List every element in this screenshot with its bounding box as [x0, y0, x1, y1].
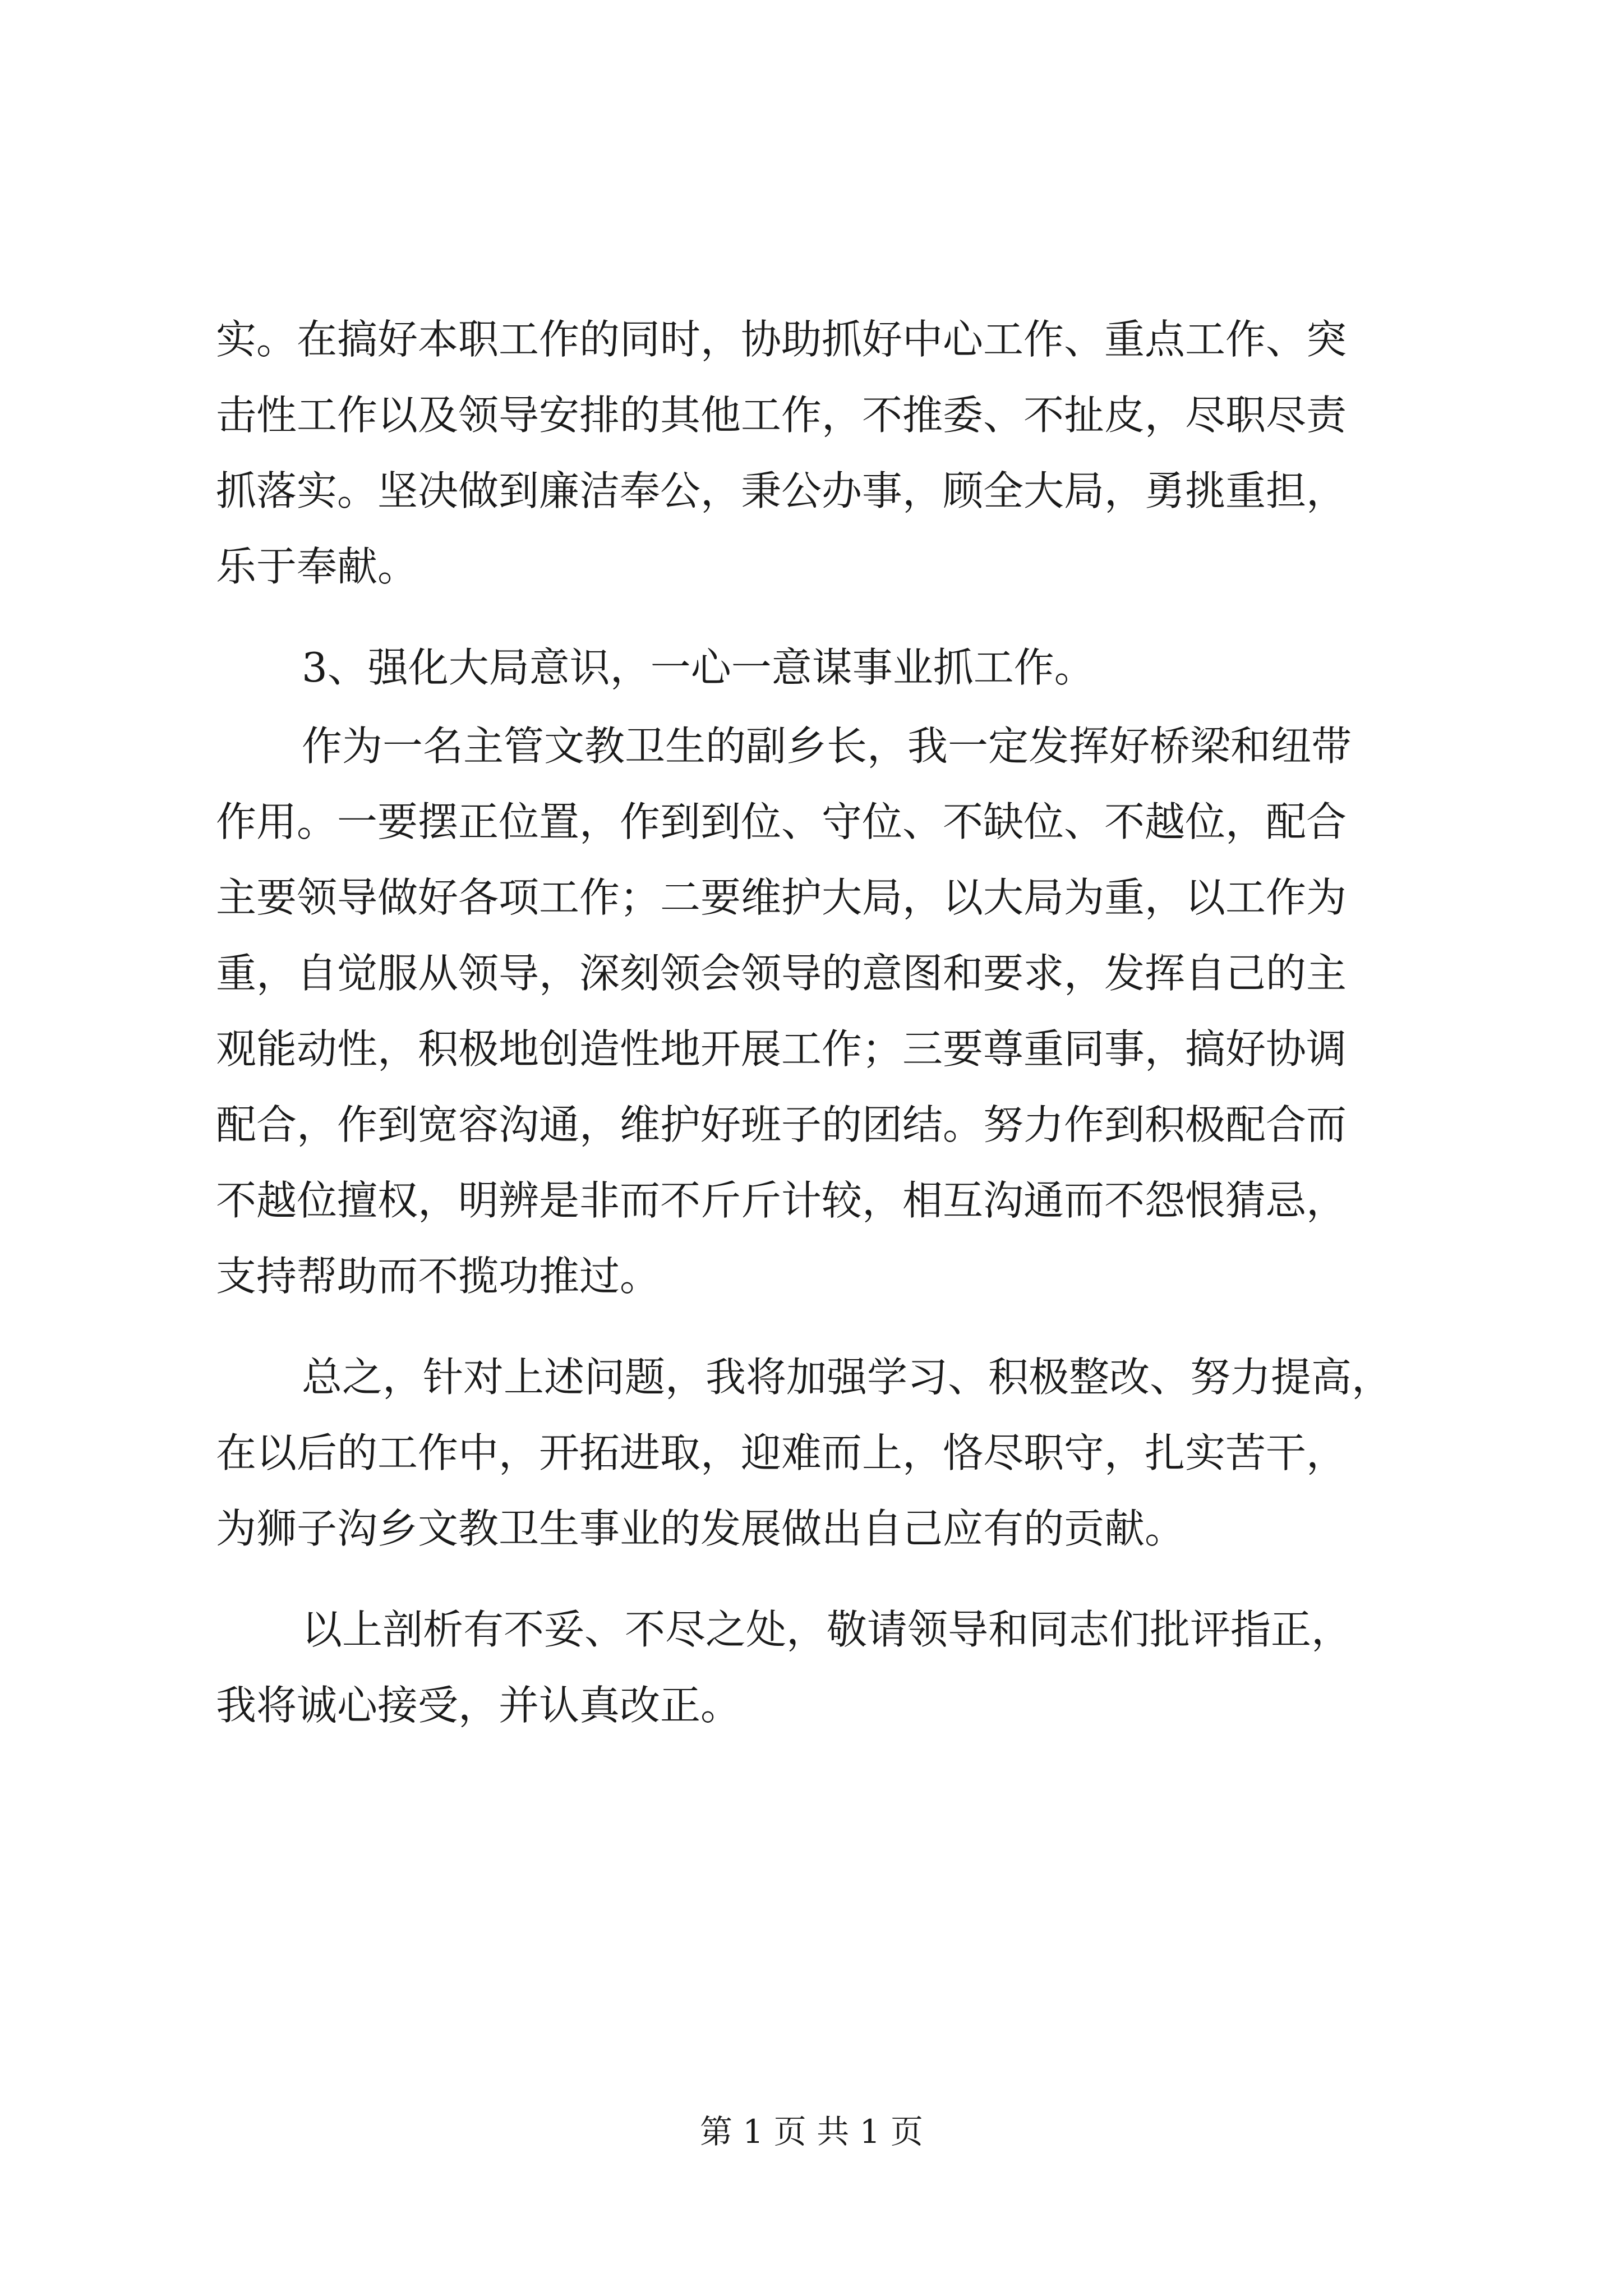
paragraph-line: 在以后的工作中，开拓进取，迎难而上，恪尽职守，扎实苦干， — [216, 1429, 1347, 1476]
section-heading: 3、强化大局意识，一心一意谋事业抓工作。 — [302, 644, 1095, 691]
paragraph-line: 乐于奉献。 — [216, 543, 418, 590]
paragraph-line: 作为一名主管文教卫生的副乡长，我一定发挥好桥梁和纽带 — [302, 723, 1352, 770]
paragraph-line: 实。在搞好本职工作的同时，协助抓好中心工作、重点工作、突 — [216, 316, 1347, 363]
paragraph-line: 为狮子沟乡文教卫生事业的发展做出自己应有的贡献。 — [216, 1505, 1186, 1552]
paragraph-line: 不越位擅权，明辨是非而不斤斤计较，相互沟通而不怨恨猜忌， — [216, 1177, 1347, 1224]
paragraph-line: 以上剖析有不妥、不尽之处，敬请领导和同志们批评指正， — [302, 1606, 1352, 1653]
paragraph-line: 配合，作到宽容沟通，维护好班子的团结。努力作到积极配合而 — [216, 1101, 1347, 1148]
paragraph-line: 观能动性，积极地创造性地开展工作；三要尊重同事，搞好协调 — [216, 1025, 1347, 1073]
paragraph-line: 主要领导做好各项工作；二要维护大局，以大局为重，以工作为 — [216, 874, 1347, 921]
paragraph-line: 击性工作以及领导安排的其他工作，不推委、不扯皮，尽职尽责 — [216, 392, 1347, 439]
page-footer: 第 1 页 共 1 页 — [700, 2113, 923, 2151]
paragraph-line: 总之，针对上述问题，我将加强学习、积极整改、努力提高， — [302, 1354, 1393, 1401]
paragraph-line: 支持帮助而不揽功推过。 — [216, 1253, 661, 1300]
paragraph-line: 作用。一要摆正位置，作到到位、守位、不缺位、不越位，配合 — [216, 798, 1347, 845]
paragraph-line: 我将诚心接受，并认真改正。 — [216, 1682, 741, 1729]
paragraph-line: 重，自觉服从领导，深刻领会领导的意图和要求，发挥自己的主 — [216, 950, 1347, 997]
paragraph-line: 抓落实。坚决做到廉洁奉公，秉公办事，顾全大局，勇挑重担， — [216, 467, 1347, 514]
